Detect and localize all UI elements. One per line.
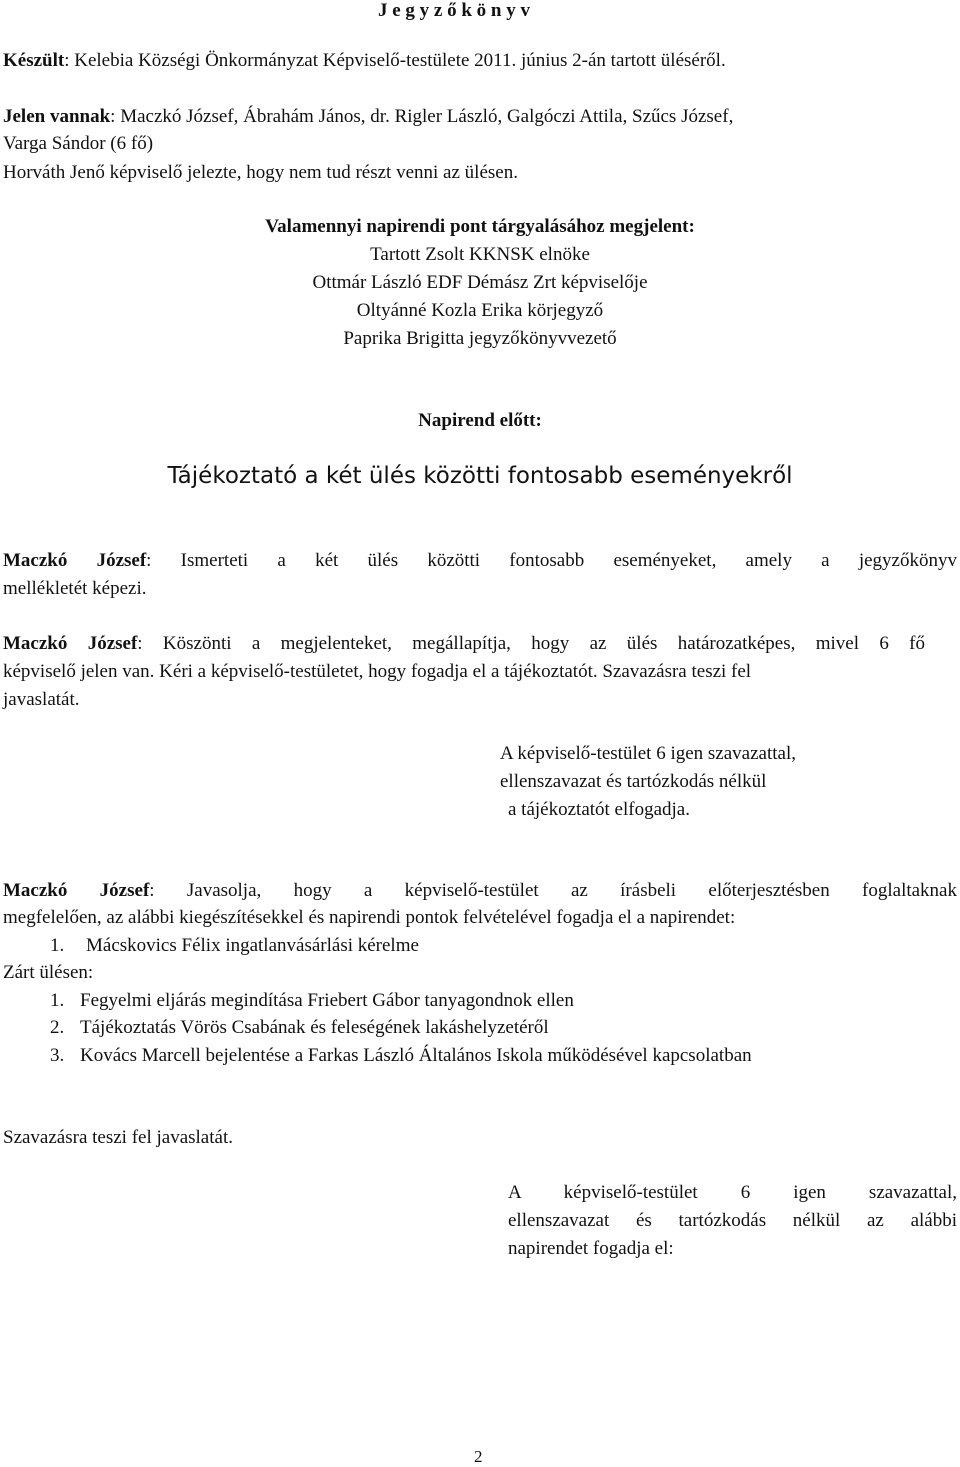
closed-session-label: Zárt ülésen: — [3, 962, 94, 983]
attendee-item: Ottmár László EDF Démász Zrt képviselője — [312, 272, 648, 293]
paragraph-2-line-2: képviselő jelen van. Kéri a képviselő-testületet, hogy fogadja el a tájékoztatót. Szavazásra teszi fel — [3, 661, 752, 682]
paragraph-3-line-1: Maczkó József: Javasolja, hogy a képviselő-testület az írásbeli előterjesztésben foglaltaknak — [3, 880, 957, 901]
paragraph-1-line-2: mellékletét képezi. — [3, 578, 147, 599]
document-title: J e g y z ő k ö n y v — [378, 0, 530, 21]
prepared-label: Készült — [3, 50, 65, 71]
speaker-name: Maczkó József — [3, 633, 138, 654]
decision-1-line: ellenszavazat és tartózkodás nélkül — [500, 771, 767, 792]
decision-2-line: napirendet fogadja el: — [508, 1238, 674, 1259]
paragraph-2-line-1: Maczkó József: Köszönti a megjelenteket, megállapítja, hogy az ülés határozatképes, mivel 6 fő — [3, 633, 925, 654]
pre-agenda-topic: Tájékoztató a két ülés közötti fontosabb eseményekről — [167, 463, 793, 489]
page-number: 2 — [474, 1447, 483, 1466]
absent-note: Horváth Jenő képviselő jelezte, hogy nem tud részt venni az ülésen. — [3, 162, 518, 183]
agenda-number: 1. — [50, 990, 65, 1011]
speaker-name: Maczkó József — [3, 880, 150, 901]
agenda-item: Fegyelmi eljárás megindítása Friebert Gábor tanyagondnok ellen — [80, 990, 574, 1011]
present-text: : Maczkó József, Ábrahám János, dr. Rigler László, Galgóczi Attila, Szűcs József, — [110, 106, 734, 127]
attendee-item: Tartott Zsolt KKNSK elnöke — [370, 244, 590, 265]
agenda-number: 2. — [50, 1017, 65, 1038]
present-line-2: Varga Sándor (6 fő) — [3, 133, 154, 154]
attendees-heading: Valamennyi napirendi pont tárgyalásához megjelent: — [265, 216, 695, 237]
present-label: Jelen vannak — [3, 106, 111, 127]
attendee-item: Oltyánné Kozla Erika körjegyző — [356, 300, 604, 321]
decision-1-line: a tájékoztatót elfogadja. — [508, 799, 690, 820]
pre-agenda-heading: Napirend előtt: — [418, 410, 542, 431]
paragraph-3-line-2: megfelelően, az alábbi kiegészítésekkel és napirendi pontok felvételével fogadja el a napirendet: — [3, 907, 736, 928]
attendee-item: Paprika Brigitta jegyzőkönyvvezető — [343, 328, 617, 349]
decision-1-line: A képviselő-testület 6 igen szavazattal, — [500, 743, 796, 764]
paragraph-1-line-1: Maczkó József: Ismerteti a két ülés közötti fontosabb eseményeket, amely a jegyzőkönyv — [3, 550, 957, 571]
decision-2-line: A képviselő-testület 6 igen szavazattal, — [508, 1182, 957, 1203]
vote-call: Szavazásra teszi fel javaslatát. — [3, 1127, 233, 1148]
prepared-text: : Kelebia Községi Önkormányzat Képviselő-testülete 2011. június 2-án tartott üléséről. — [64, 50, 726, 71]
speaker-name: Maczkó József — [3, 550, 147, 571]
agenda-number: 1. — [50, 935, 65, 956]
paragraph-2-line-3: javaslatát. — [3, 689, 80, 710]
decision-2-line: ellenszavazat és tartózkodás nélkül az alábbi — [508, 1210, 957, 1231]
prepared-line — [3, 50, 726, 73]
agenda-item: Mácskovics Félix ingatlanvásárlási kérelme — [86, 935, 419, 956]
agenda-item: Kovács Marcell bejelentése a Farkas László Általános Iskola működésével kapcsolatban — [80, 1045, 752, 1066]
agenda-item: Tájékoztatás Vörös Csabának és feleségének lakáshelyzetéről — [80, 1017, 549, 1038]
agenda-number: 3. — [50, 1045, 65, 1066]
present-line-1 — [3, 106, 733, 129]
